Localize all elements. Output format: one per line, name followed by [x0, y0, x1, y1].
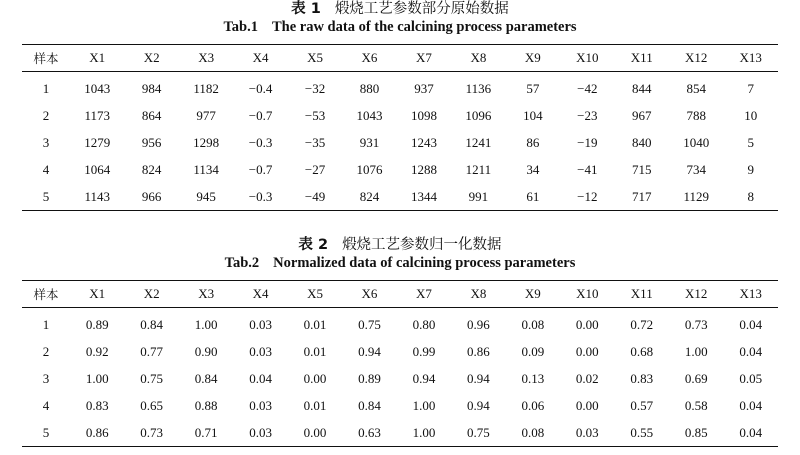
table-cell: 1043: [356, 107, 383, 123]
table-cell: 937: [414, 80, 434, 96]
table-cell: 0.03: [249, 397, 272, 413]
table-cell: 0.05: [739, 370, 763, 386]
table-row: [22, 156, 778, 183]
table-cell: 0.13: [521, 370, 545, 386]
column-header-x9: X9: [506, 45, 560, 72]
table-cell: 0.84: [194, 370, 218, 386]
sample-id-cell: 1: [42, 80, 50, 96]
table-cell: 1134: [193, 161, 219, 177]
table-cell: 1064: [84, 161, 111, 177]
column-header-x10: X10: [560, 281, 614, 308]
column-header-x4: X4: [233, 45, 287, 72]
table1-caption-en-number: Tab.1: [223, 19, 258, 35]
table-cell: 0.68: [630, 343, 654, 359]
table-cell: −49: [288, 183, 342, 211]
table-cell: 104: [523, 107, 543, 123]
table-cell: 880: [359, 80, 380, 96]
table-cell: 0.58: [684, 397, 708, 413]
sample-id-cell: 2: [42, 343, 50, 359]
table-cell: 1298: [193, 134, 220, 150]
table2-caption-en-number: Tab.2: [224, 255, 260, 271]
column-header-x13: X13: [723, 281, 778, 308]
table-cell: 967: [632, 107, 652, 123]
sample-id-cell: 3: [42, 134, 50, 150]
column-header-x8: X8: [451, 45, 505, 72]
table-cell: 1.00: [194, 316, 218, 332]
table-cell: 991: [451, 183, 505, 211]
table-cell: 844: [632, 80, 652, 96]
table-cell: 0.90: [194, 343, 218, 359]
table-cell: 824: [342, 183, 396, 211]
table2-section: [0, 236, 800, 440]
table-cell: 1040: [683, 134, 710, 150]
column-header-x5: X5: [288, 281, 342, 308]
table-cell: 1076: [356, 161, 383, 177]
column-header-x7: X7: [397, 45, 451, 72]
table-cell: 0.00: [575, 397, 599, 413]
table1: [22, 44, 778, 211]
table2-header-row: [22, 281, 778, 308]
table-cell: 0.00: [303, 370, 327, 386]
table-cell: 1096: [465, 107, 492, 123]
table-cell: 0.72: [630, 316, 654, 332]
table-cell: 0.08: [506, 419, 560, 447]
table-row: [22, 365, 778, 392]
table-row: [22, 419, 778, 447]
table-cell: −0.3: [248, 134, 273, 150]
table-cell: 0.03: [249, 343, 272, 359]
table-cell: 931: [359, 134, 380, 150]
sample-id-cell: 3: [42, 370, 50, 386]
table-cell: −41: [577, 161, 598, 177]
table-cell: 1279: [84, 134, 111, 150]
table-cell: −0.7: [248, 161, 273, 177]
table-cell: 0.84: [358, 397, 381, 413]
table-cell: 0.03: [560, 419, 614, 447]
table-row: [22, 129, 778, 156]
table-cell: 0.80: [412, 316, 436, 332]
table-cell: 734: [686, 161, 706, 177]
table2-caption-en-text: Normalized data of calcining process parameters: [273, 255, 576, 271]
table-cell: 0.01: [303, 343, 327, 359]
table-cell: 1182: [193, 80, 219, 96]
table-cell: −0.4: [248, 80, 273, 96]
table-cell: 0.86: [70, 419, 124, 447]
sample-id-cell: 4: [42, 161, 50, 177]
table1-caption-en: [0, 18, 800, 36]
table-cell: 0.06: [521, 397, 545, 413]
table-cell: 1344: [397, 183, 451, 211]
table-cell: 0.85: [669, 419, 723, 447]
sample-id-cell: 5: [22, 419, 70, 447]
sample-id-cell: 4: [42, 397, 50, 413]
column-header-x11: X11: [615, 281, 669, 308]
table-cell: 0.88: [194, 397, 218, 413]
table-cell: 0.04: [739, 397, 763, 413]
table-row: [22, 308, 778, 339]
column-header-x12: X12: [669, 45, 723, 72]
column-header-x6: X6: [342, 45, 396, 72]
table2-caption-cn-number: 表 2: [298, 237, 329, 253]
table-cell: 1143: [70, 183, 124, 211]
table-cell: 0.00: [575, 316, 599, 332]
column-header-x2: X2: [124, 45, 178, 72]
table-cell: 0.94: [412, 370, 436, 386]
table-cell: 0.63: [342, 419, 396, 447]
table-row: [22, 338, 778, 365]
table-row: [22, 183, 778, 211]
table-cell: 1.00: [397, 419, 451, 447]
table2-caption-cn-text: 煅烧工艺参数归一化数据: [342, 237, 502, 253]
table-cell: 788: [686, 107, 706, 123]
table-cell: 0.69: [684, 370, 708, 386]
column-header-x1: X1: [70, 281, 124, 308]
table-cell: 945: [179, 183, 233, 211]
table-cell: −0.7: [248, 107, 273, 123]
table-cell: 0.04: [723, 419, 778, 447]
table-cell: 57: [526, 80, 540, 96]
table-cell: 0.84: [140, 316, 164, 332]
table-cell: 0.75: [451, 419, 505, 447]
table-cell: 824: [141, 161, 162, 177]
table-cell: 0.01: [303, 316, 327, 332]
table-cell: 1.00: [412, 397, 436, 413]
table-cell: 1043: [84, 80, 111, 96]
table-cell: −12: [560, 183, 614, 211]
column-header-x13: X13: [723, 45, 778, 72]
table1-caption-cn-text: 煅烧工艺参数部分原始数据: [334, 1, 509, 17]
table-cell: 0.03: [249, 316, 272, 332]
table-cell: 0.09: [521, 343, 545, 359]
column-header-sample: 样本: [22, 45, 70, 72]
column-header-x4: X4: [233, 281, 287, 308]
table-cell: 1241: [465, 134, 492, 150]
table-cell: 0.75: [140, 370, 164, 386]
column-header-x6: X6: [342, 281, 396, 308]
table-cell: 0.94: [467, 397, 490, 413]
table-cell: 1136: [465, 80, 492, 96]
table-cell: −42: [577, 80, 598, 96]
table-cell: 0.71: [179, 419, 233, 447]
column-header-x5: X5: [288, 45, 342, 72]
table-cell: 1211: [465, 161, 492, 177]
table-cell: 0.77: [140, 343, 164, 359]
table-cell: 0.04: [249, 370, 272, 386]
column-header-x3: X3: [179, 45, 233, 72]
table-cell: 956: [141, 134, 162, 150]
table-cell: −53: [304, 107, 326, 123]
column-header-x2: X2: [124, 281, 178, 308]
table-cell: 0.57: [630, 397, 654, 413]
table-cell: 61: [506, 183, 560, 211]
sample-id-cell: 2: [42, 107, 50, 123]
table-cell: 0.92: [85, 343, 109, 359]
table2-caption-cn: [0, 236, 800, 254]
table-cell: 0.73: [684, 316, 708, 332]
table-cell: 86: [526, 134, 540, 150]
table1-header-row: [22, 45, 778, 72]
sample-id-cell: 5: [22, 183, 70, 211]
table1-caption-cn-number: 表 1: [291, 1, 321, 17]
table-cell: −23: [577, 107, 598, 123]
sample-id-cell: 1: [42, 316, 50, 332]
table2-caption-en: [0, 254, 800, 272]
table-cell: 0.75: [358, 316, 381, 332]
column-header-x3: X3: [179, 281, 233, 308]
table-cell: 715: [632, 161, 652, 177]
table-cell: 864: [141, 107, 162, 123]
table-cell: 1243: [410, 134, 437, 150]
column-header-x10: X10: [560, 45, 614, 72]
column-header-x12: X12: [669, 281, 723, 308]
table-cell: 0.02: [575, 370, 599, 386]
table-row: [22, 102, 778, 129]
table-cell: −32: [304, 80, 326, 96]
column-header-x1: X1: [70, 45, 124, 72]
table-cell: 0.04: [739, 343, 763, 359]
table-cell: 1.00: [85, 370, 109, 386]
column-header-x8: X8: [451, 281, 505, 308]
table-cell: 0.86: [467, 343, 490, 359]
table-cell: 9: [747, 161, 754, 177]
table-cell: 977: [196, 107, 216, 123]
table-cell: 854: [686, 80, 706, 96]
table-cell: 1098: [410, 107, 437, 123]
table-cell: 984: [141, 80, 162, 96]
table-cell: 0.04: [739, 316, 763, 332]
table-cell: −19: [577, 134, 598, 150]
table-cell: 0.08: [521, 316, 545, 332]
table-row: [22, 392, 778, 419]
table-cell: 0.94: [467, 370, 490, 386]
table-cell: 0.96: [467, 316, 490, 332]
table-cell: 966: [124, 183, 178, 211]
table-cell: 0.89: [358, 370, 381, 386]
table-cell: 5: [747, 134, 754, 150]
column-header-sample: 样本: [22, 281, 70, 308]
table-cell: 8: [723, 183, 778, 211]
column-header-x7: X7: [397, 281, 451, 308]
table-cell: 0.73: [124, 419, 178, 447]
table-cell: 0.83: [85, 397, 109, 413]
table1-section: [0, 0, 800, 204]
table-cell: −0.3: [233, 183, 287, 211]
table-cell: 0.99: [412, 343, 436, 359]
column-header-x11: X11: [615, 45, 669, 72]
table-cell: 0.55: [615, 419, 669, 447]
table-cell: 0.65: [140, 397, 164, 413]
table-cell: 0.00: [575, 343, 599, 359]
table-cell: 1129: [669, 183, 723, 211]
table-cell: 10: [744, 107, 758, 123]
table-cell: 1.00: [684, 343, 708, 359]
table-row: [22, 72, 778, 103]
table-cell: 0.94: [358, 343, 381, 359]
table-cell: 0.00: [288, 419, 342, 447]
table-cell: 34: [526, 161, 540, 177]
table-cell: 7: [747, 80, 754, 96]
table-cell: 0.01: [303, 397, 327, 413]
table-cell: −27: [304, 161, 326, 177]
column-header-x9: X9: [506, 281, 560, 308]
table-cell: −35: [304, 134, 326, 150]
table-cell: 0.89: [85, 316, 109, 332]
table-cell: 0.03: [233, 419, 287, 447]
table-cell: 1288: [410, 161, 437, 177]
table-cell: 840: [632, 134, 652, 150]
table1-caption-cn: [0, 0, 800, 18]
table-cell: 717: [615, 183, 669, 211]
table-cell: 0.83: [630, 370, 654, 386]
table-cell: 1173: [84, 107, 110, 123]
table1-caption-en-text: The raw data of the calcining process parameters: [271, 19, 577, 35]
table2: [22, 280, 778, 447]
